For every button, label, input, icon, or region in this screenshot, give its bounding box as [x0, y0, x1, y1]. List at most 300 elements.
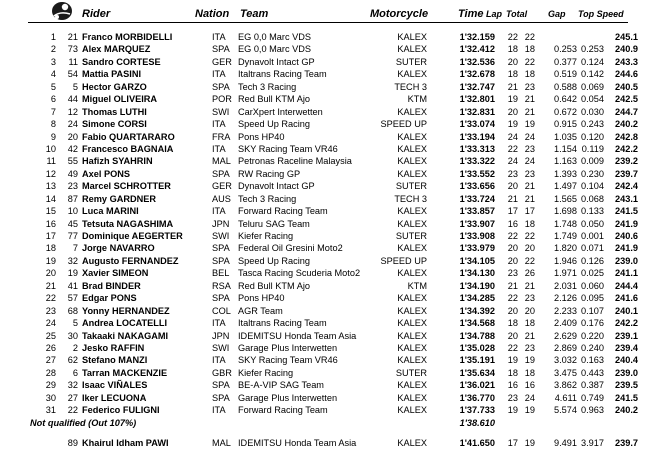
position-cell: 5 [50, 81, 56, 92]
table-row [0, 180, 650, 192]
table-row [0, 267, 650, 279]
rider-name-cell: Fabio QUARTARARO [82, 131, 175, 142]
rider-name-cell: Iker LECUONA [82, 392, 147, 403]
rider-name-cell: Mattia PASINI [82, 69, 142, 80]
rider-name-cell: Hafizh SYAHRIN [82, 156, 153, 167]
top-speed-cell: 245.1 [615, 32, 638, 42]
lap-time-cell: 1'33.322 [459, 156, 495, 167]
motorcycle-cell: KALEX [397, 405, 427, 416]
motorcycle-cell: KALEX [397, 44, 427, 55]
gap-to-first-cell: 2.126 [554, 293, 577, 304]
motorcycle-cell: SUTER [395, 367, 427, 378]
top-speed-column-header: Top Speed [578, 9, 624, 19]
table-row [0, 317, 650, 329]
total-laps-cell: 24 [524, 392, 535, 403]
rider-name-cell: Tarran MACKENZIE [82, 367, 168, 378]
nation-cell: ITA [212, 405, 226, 416]
best-lap-cell: 20 [507, 330, 518, 341]
lap-time-cell: 1'33.074 [459, 119, 495, 130]
rider-number-cell: 22 [67, 405, 78, 416]
motorcycle-cell: KALEX [397, 392, 427, 403]
best-lap-cell: 22 [507, 293, 518, 304]
rider-number-cell: 44 [67, 94, 78, 105]
nation-cell: SPA [212, 243, 230, 254]
team-cell: Red Bull KTM Ajo [238, 280, 310, 291]
total-laps-cell: 23 [524, 143, 535, 154]
results-header [0, 0, 650, 22]
rider-name-cell: Brad BINDER [82, 280, 141, 291]
not-qualified-label: Not qualified (Out 107%) [30, 417, 137, 428]
lap-time-cell: 1'36.770 [459, 392, 495, 403]
nation-cell: COL [212, 305, 231, 316]
best-lap-cell: 22 [507, 231, 518, 241]
table-row [0, 330, 650, 342]
gap-to-first-cell: 1.749 [554, 231, 577, 241]
top-speed-cell: 241.5 [615, 392, 638, 403]
lap-time-cell: 1'34.190 [459, 280, 495, 291]
gap-to-first-cell: 1.820 [554, 243, 577, 254]
gap-to-previous-cell: 0.240 [581, 342, 604, 353]
time-column-header: Time [458, 8, 484, 20]
table-row [0, 404, 650, 416]
rider-number-cell: 5 [72, 81, 78, 92]
team-cell: Speed Up Racing [238, 255, 311, 266]
top-speed-cell: 242.2 [615, 318, 638, 329]
best-lap-cell: 19 [507, 405, 518, 416]
nation-cell: SWI [212, 342, 230, 353]
total-laps-cell: 20 [524, 243, 535, 254]
best-lap-cell: 21 [507, 193, 518, 204]
top-speed-cell: 239.5 [615, 380, 638, 391]
gap-to-previous-cell: 0.253 [581, 44, 604, 55]
lap-time-cell: 1'34.130 [459, 268, 495, 279]
motorcycle-cell: SPEED UP [380, 255, 427, 266]
section-spacer [0, 429, 650, 437]
motorcycle-cell: KALEX [397, 438, 427, 448]
rider-number-cell: 21 [67, 32, 78, 42]
table-row [0, 230, 650, 242]
top-speed-cell: 239.7 [615, 168, 638, 179]
rider-number-cell: 20 [67, 131, 78, 142]
gap-to-first-cell: 0.253 [554, 44, 577, 55]
best-lap-cell: 23 [507, 168, 518, 179]
top-speed-cell: 240.2 [615, 405, 638, 416]
team-cell: RW Racing GP [238, 168, 301, 179]
gap-column-header: Gap [548, 9, 566, 19]
best-lap-cell: 21 [507, 280, 518, 291]
total-laps-cell: 24 [524, 131, 535, 142]
position-cell: 6 [50, 94, 56, 105]
best-lap-cell: 20 [507, 255, 518, 266]
nation-cell: ITA [212, 119, 226, 130]
position-cell: 11 [46, 156, 56, 167]
rider-name-cell: Alex MARQUEZ [82, 44, 151, 55]
total-laps-cell: 19 [524, 119, 535, 130]
rider-name-cell: Khairul Idham PAWI [82, 438, 169, 448]
motorcycle-column-header: Motorcycle [370, 8, 429, 20]
nation-cell: ITA [212, 355, 226, 366]
team-cell: Petronas Raceline Malaysia [238, 156, 352, 167]
gap-to-first-cell: 1.971 [554, 268, 577, 279]
nation-cell: GBR [212, 367, 232, 378]
rider-number-cell: 73 [67, 44, 78, 55]
motorcycle-cell: KALEX [397, 143, 427, 154]
total-laps-cell: 19 [524, 438, 535, 448]
rider-name-cell: Tetsuta NAGASHIMA [82, 218, 174, 229]
best-lap-cell: 19 [507, 119, 518, 130]
gap-to-previous-cell: 0.963 [581, 405, 604, 416]
total-laps-cell: 23 [524, 293, 535, 304]
best-lap-cell: 18 [507, 69, 518, 80]
rider-number-cell: 2 [72, 342, 78, 353]
gap-to-first-cell: 1.698 [554, 206, 577, 217]
motorcycle-cell: KALEX [397, 69, 427, 80]
rider-number-cell: 41 [67, 280, 78, 291]
top-speed-cell: 241.9 [615, 243, 638, 254]
best-lap-cell: 16 [507, 218, 518, 229]
best-lap-cell: 22 [507, 143, 518, 154]
best-lap-cell: 17 [507, 206, 518, 217]
motorcycle-cell: KALEX [397, 106, 427, 117]
top-speed-cell: 239.7 [615, 438, 638, 448]
motorcycle-cell: KALEX [397, 131, 427, 142]
motorcycle-cell: KALEX [397, 305, 427, 316]
table-row [0, 168, 650, 180]
best-lap-cell: 17 [507, 438, 518, 448]
rider-number-cell: 11 [68, 56, 78, 67]
position-cell: 21 [45, 280, 56, 291]
table-row [0, 93, 650, 105]
not-qualified-row [0, 417, 650, 429]
position-cell: 28 [45, 367, 56, 378]
gap-to-previous-cell: 0.243 [581, 119, 604, 130]
nation-cell: SPA [212, 81, 230, 92]
nation-cell: AUS [212, 193, 231, 204]
motorcycle-cell: KALEX [397, 32, 427, 42]
gap-to-first-cell: 1.393 [554, 168, 577, 179]
rider-name-cell: Stefano MANZI [82, 355, 148, 366]
rider-name-cell: Dominique AEGERTER [82, 231, 183, 241]
team-cell: Garage Plus Interwetten [238, 342, 338, 353]
team-cell: EG 0,0 Marc VDS [238, 44, 312, 55]
gap-to-first-cell: 0.642 [554, 94, 577, 105]
position-cell: 27 [45, 355, 56, 366]
motorcycle-cell: KALEX [397, 156, 427, 167]
position-cell: 9 [50, 131, 56, 142]
position-cell: 3 [50, 56, 56, 67]
nation-cell: FRA [212, 131, 231, 142]
gap-to-previous-cell: 0.060 [581, 280, 604, 291]
top-speed-cell: 241.5 [615, 206, 638, 217]
gap-to-previous-cell: 0.163 [581, 355, 604, 366]
lap-time-cell: 1'32.412 [459, 44, 495, 55]
rider-name-cell: Marcel SCHROTTER [82, 181, 171, 192]
position-cell: 12 [45, 168, 56, 179]
top-speed-cell: 244.4 [615, 280, 638, 291]
position-cell: 2 [50, 44, 56, 55]
total-laps-cell: 18 [524, 69, 535, 80]
rider-name-cell: Sandro CORTESE [82, 56, 161, 67]
rider-number-cell: 12 [67, 106, 78, 117]
team-cell: SKY Racing Team VR46 [238, 355, 338, 366]
nation-cell: SPA [212, 392, 230, 403]
rider-number-cell: 24 [67, 119, 78, 130]
gap-to-first-cell: 3.032 [554, 355, 577, 366]
gap-to-previous-cell: 0.126 [581, 255, 604, 266]
nation-cell: JPN [212, 218, 230, 229]
top-speed-cell: 240.9 [615, 44, 638, 55]
motorcycle-cell: TECH 3 [394, 81, 427, 92]
team-cell: Kiefer Racing [238, 367, 294, 378]
rider-name-cell: Federico FULIGNI [82, 405, 160, 416]
gap-to-previous-cell: 0.050 [581, 218, 604, 229]
team-cell: SKY Racing Team VR46 [238, 143, 338, 154]
lap-time-cell: 1'35.634 [459, 367, 495, 378]
table-row [0, 56, 650, 68]
gap-to-previous-cell: 0.119 [581, 143, 604, 154]
best-lap-cell: 16 [507, 380, 518, 391]
lap-time-cell: 1'32.831 [459, 106, 495, 117]
table-row [0, 31, 650, 43]
nation-cell: MAL [212, 156, 231, 167]
motorcycle-cell: TECH 3 [394, 193, 427, 204]
gap-to-previous-cell: 0.054 [581, 94, 604, 105]
position-cell: 20 [45, 268, 56, 279]
position-cell: 29 [45, 380, 56, 391]
lap-time-cell: 1'34.105 [459, 255, 495, 266]
rider-number-cell: 32 [67, 380, 78, 391]
gap-to-previous-cell: 0.443 [581, 367, 604, 378]
total-laps-cell: 18 [524, 318, 535, 329]
gap-to-previous-cell: 0.095 [581, 293, 604, 304]
rider-name-cell: Xavier SIMEON [82, 268, 149, 279]
table-row [0, 354, 650, 366]
table-row [0, 280, 650, 292]
position-cell: 23 [45, 305, 56, 316]
lap-time-cell: 1'32.747 [459, 81, 495, 92]
position-cell: 22 [45, 293, 56, 304]
total-laps-cell: 19 [524, 405, 535, 416]
table-row [0, 193, 650, 205]
team-cell: Kiefer Racing [238, 231, 294, 241]
total-laps-cell: 21 [524, 193, 535, 204]
total-laps-cell: 22 [524, 255, 535, 266]
motorcycle-cell: KALEX [397, 318, 427, 329]
lap-time-cell: 1'33.313 [459, 143, 495, 154]
nation-cell: ITA [212, 32, 226, 42]
rider-number-cell: 68 [67, 305, 78, 316]
lap-time-cell: 1'33.656 [459, 181, 495, 192]
position-cell: 16 [45, 218, 56, 229]
rider-number-cell: 77 [67, 231, 78, 241]
nation-cell: GER [212, 56, 232, 67]
motorcycle-cell: SUTER [395, 56, 427, 67]
nation-cell: ITA [212, 206, 226, 217]
best-lap-cell: 23 [507, 268, 518, 279]
nation-cell: POR [212, 94, 232, 105]
gap-to-previous-cell: 0.069 [581, 81, 604, 92]
team-cell: IDEMITSU Honda Team Asia [238, 330, 357, 341]
lap-time-cell: 1'35.191 [459, 355, 495, 366]
lap-time-cell: 1'34.392 [459, 305, 495, 316]
team-column-header: Team [240, 8, 269, 20]
position-cell: 18 [45, 243, 56, 254]
lap-time-cell: 1'32.678 [459, 69, 495, 80]
header-divider [28, 22, 628, 23]
gap-to-first-cell: 1.163 [554, 156, 577, 167]
total-laps-cell: 22 [524, 231, 535, 241]
top-speed-cell: 239.0 [615, 255, 638, 266]
table-row [0, 143, 650, 155]
rider-number-cell: 27 [67, 392, 78, 403]
gap-to-first-cell: 2.869 [554, 342, 577, 353]
rider-number-cell: 23 [67, 181, 78, 192]
team-cell: BE-A-VIP SAG Team [238, 380, 324, 391]
total-laps-cell: 23 [524, 168, 535, 179]
gap-to-first-cell: 5.574 [554, 405, 577, 416]
team-cell: Pons HP40 [238, 131, 285, 142]
rider-number-cell: 7 [72, 243, 78, 254]
motorcycle-rider-logo-icon [50, 1, 74, 22]
table-row [0, 68, 650, 80]
gap-to-previous-cell: 0.104 [581, 181, 604, 192]
position-cell: 10 [45, 143, 56, 154]
gap-to-first-cell: 0.588 [554, 81, 577, 92]
motorcycle-cell: KALEX [397, 218, 427, 229]
top-speed-cell: 242.4 [615, 181, 638, 192]
nation-cell: MAL [212, 438, 231, 448]
gap-to-previous-cell: 0.107 [581, 305, 604, 316]
rider-number-cell: 5 [72, 318, 78, 329]
gap-to-first-cell: 1.946 [554, 255, 577, 266]
top-speed-cell: 240.4 [615, 355, 638, 366]
table-row [0, 131, 650, 143]
rider-name-cell: Luca MARINI [82, 206, 139, 217]
motorcycle-cell: KALEX [397, 293, 427, 304]
nation-cell: ITA [212, 318, 226, 329]
rider-name-cell: Remy GARDNER [82, 193, 157, 204]
team-cell: Italtrans Racing Team [238, 69, 327, 80]
total-laps-cell: 22 [524, 32, 535, 42]
motorcycle-cell: KTM [407, 94, 427, 105]
best-lap-cell: 18 [507, 367, 518, 378]
gap-to-previous-cell: 0.749 [581, 392, 604, 403]
gap-to-previous-cell: 0.025 [581, 268, 604, 279]
team-cell: Tech 3 Racing [238, 81, 297, 92]
gap-to-first-cell: 2.409 [554, 318, 577, 329]
rider-number-cell: 62 [67, 355, 78, 366]
rider-name-cell: Andrea LOCATELLI [82, 318, 168, 329]
table-row [0, 155, 650, 167]
rider-number-cell: 42 [67, 143, 78, 154]
motorcycle-cell: SUTER [395, 231, 427, 241]
gap-to-first-cell: 2.629 [554, 330, 577, 341]
nation-cell: JPN [212, 330, 230, 341]
rider-name-cell: Takaaki NAKAGAMI [82, 330, 169, 341]
table-row [0, 305, 650, 317]
best-lap-cell: 19 [507, 355, 518, 366]
team-cell: Federal Oil Gresini Moto2 [238, 243, 343, 254]
total-laps-cell: 18 [524, 218, 535, 229]
gap-to-first-cell: 0.672 [554, 106, 577, 117]
nation-cell: SPA [212, 293, 230, 304]
lap-time-cell: 1'41.650 [459, 438, 495, 448]
team-cell: Forward Racing Team [238, 405, 328, 416]
position-cell: 13 [45, 181, 56, 192]
table-row [0, 106, 650, 118]
team-cell: Forward Racing Team [238, 206, 328, 217]
top-speed-cell: 242.8 [615, 131, 638, 142]
nation-cell: SWI [212, 106, 230, 117]
total-laps-cell: 24 [524, 156, 535, 167]
table-row [0, 367, 650, 379]
rider-number-cell: 57 [67, 293, 78, 304]
position-cell: 19 [45, 255, 56, 266]
total-laps-cell: 20 [524, 305, 535, 316]
nation-cell: RSA [212, 280, 231, 291]
rider-name-cell: Franco MORBIDELLI [82, 32, 173, 42]
position-cell: 14 [45, 193, 56, 204]
nation-cell: SPA [212, 44, 230, 55]
gap-to-first-cell: 1.497 [554, 181, 577, 192]
gap-to-previous-cell: 0.071 [581, 243, 604, 254]
gap-to-previous-cell: 0.230 [581, 168, 604, 179]
top-speed-cell: 242.2 [615, 143, 638, 154]
team-cell: CarXpert Interwetten [238, 106, 323, 117]
position-cell: 4 [50, 69, 56, 80]
rider-number-cell: 19 [67, 268, 78, 279]
motorcycle-cell: KALEX [397, 342, 427, 353]
best-lap-cell: 22 [507, 342, 518, 353]
top-speed-cell: 243.3 [615, 56, 638, 67]
top-speed-cell: 241.9 [615, 218, 638, 229]
top-speed-cell: 240.5 [615, 81, 638, 92]
lap-time-cell: 1'37.733 [459, 405, 495, 416]
position-cell: 31 [45, 405, 56, 416]
table-row [0, 392, 650, 404]
top-speed-cell: 239.4 [615, 342, 638, 353]
team-cell: Italtrans Racing Team [238, 318, 327, 329]
best-lap-cell: 21 [507, 81, 518, 92]
lap-time-cell: 1'36.021 [459, 380, 495, 391]
nation-cell: SPA [212, 255, 230, 266]
total-laps-cell: 21 [524, 181, 535, 192]
table-row [0, 242, 650, 254]
team-cell: IDEMITSU Honda Team Asia [238, 438, 357, 448]
rider-name-cell: Axel PONS [82, 168, 130, 179]
gap-to-first-cell: 1.565 [554, 193, 577, 204]
rider-number-cell: 32 [67, 255, 78, 266]
lap-time-cell: 1'33.857 [459, 206, 495, 217]
position-cell: 8 [50, 119, 56, 130]
best-lap-cell: 20 [507, 56, 518, 67]
table-row [0, 342, 650, 354]
gap-to-previous-cell: 0.120 [581, 131, 604, 142]
best-lap-cell: 18 [507, 44, 518, 55]
team-cell: Tech 3 Racing [238, 193, 297, 204]
team-cell: Garage Plus Interwetten [238, 392, 338, 403]
gap-to-first-cell: 3.475 [554, 367, 577, 378]
gap-to-first-cell: 1.035 [554, 131, 577, 142]
gap-to-first-cell: 1.748 [554, 218, 577, 229]
team-cell: EG 0,0 Marc VDS [238, 32, 312, 42]
lap-time-cell: 1'34.788 [459, 330, 495, 341]
lap-time-cell: 1'33.979 [459, 243, 495, 254]
table-row [0, 81, 650, 93]
gap-to-previous-cell: 0.009 [581, 156, 604, 167]
best-lap-cell: 23 [507, 392, 518, 403]
table-row [0, 218, 650, 230]
